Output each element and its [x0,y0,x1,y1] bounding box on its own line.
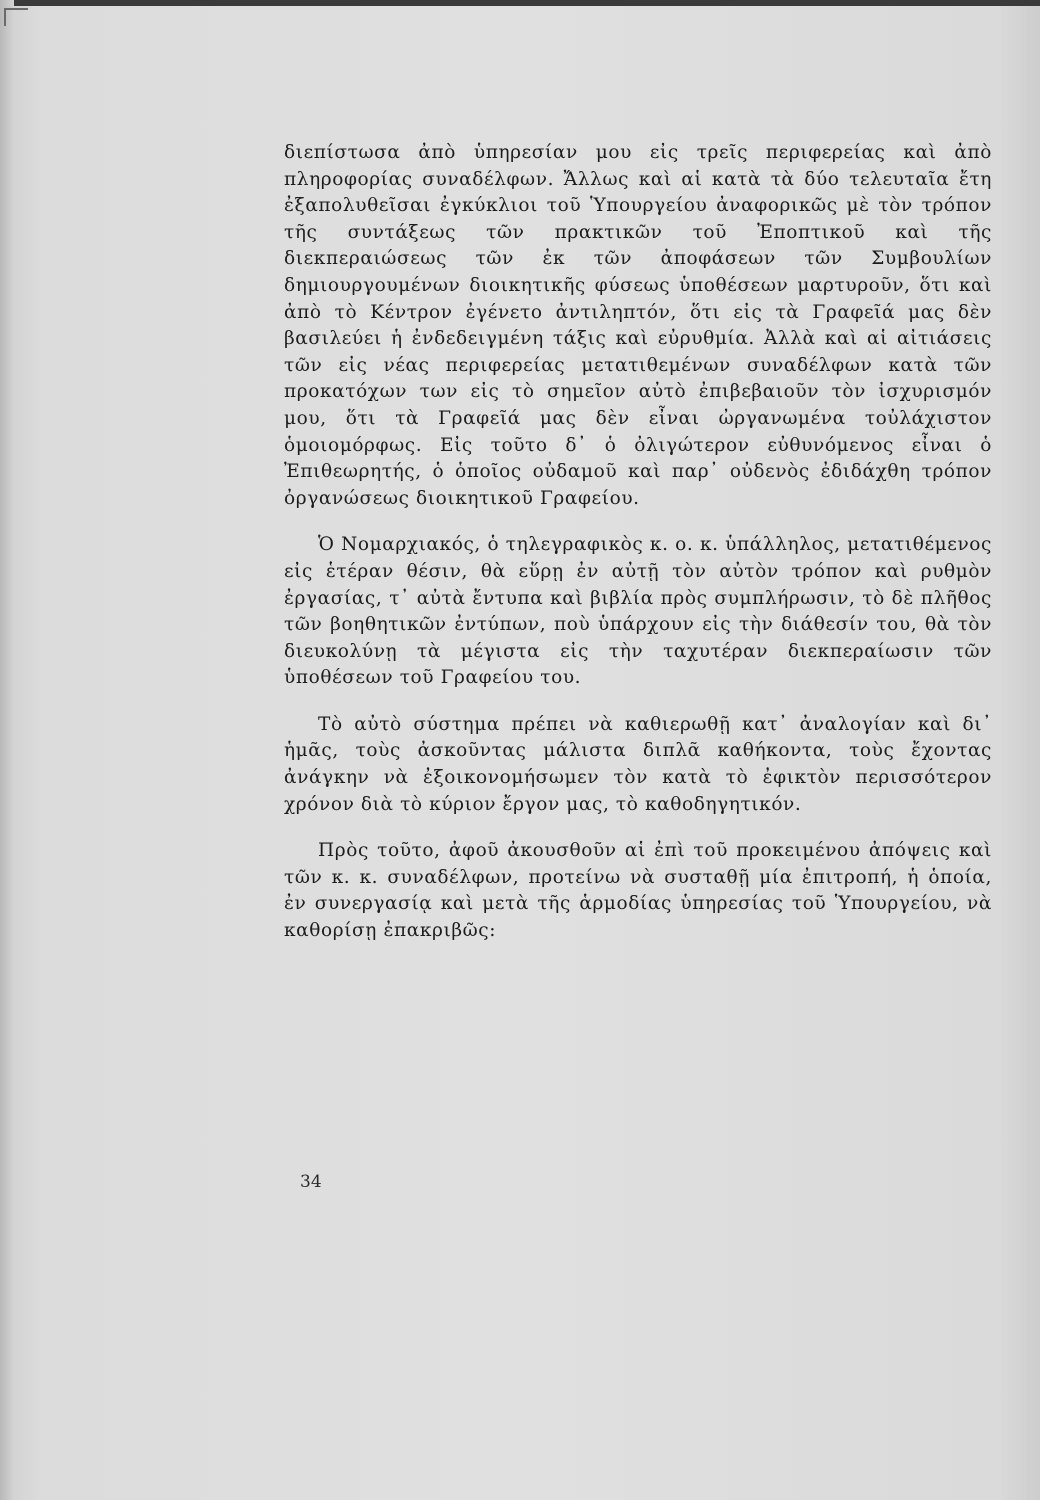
paragraph-4: Πρὸς τοῦτο, ἀφοῦ ἀκουσθοῦν αἱ ἐπὶ τοῦ προκειμένου ἀπόψεις καὶ τῶν κ. κ. συναδέλφων, προτείνω νὰ συσταθῇ μία ἐπιτροπή, ἡ ὁποία, ἐν συνεργασίᾳ καὶ μετὰ τῆς ἁρμοδίας ὑπηρεσίας τοῦ Ὑπουργείου, νὰ καθορίσῃ ἐπακριβῶς: [284,840,992,942]
paragraph-2: Ὁ Νομαρχιακός, ὁ τηλεγραφικὸς κ. ο. κ. ὑπάλληλος, μετατιθέμενος εἰς ἑτέραν θέσιν, θὰ εὕρῃ ἐν αὐτῇ τὸν αὐτὸν τρόπον καὶ ρυθμὸν ἐργασίας, τ᾽ αὐτὰ ἔντυπα καὶ βιβλία πρὸς συμπλήρωσιν, τὸ δὲ πλῆθος τῶν βοηθητικῶν ἐντύπων, ποὺ ὑπάρχουν εἰς τὴν διάθεσίν του, θὰ τὸν διευκολύνῃ τὰ μέγιστα εἰς τὴν ταχυτέραν διεκπεραίωσιν τῶν ὑποθέσεων τοῦ Γραφείου του. [284,534,992,689]
body-text [284,140,992,945]
corner-mark [4,8,28,26]
scan-left-edge [0,0,14,1500]
paragraph-3: Τὸ αὐτὸ σύστημα πρέπει νὰ καθιερωθῇ κατ᾽ ἀναλογίαν καὶ δι᾽ ἡμᾶς, τοὺς ἀσκοῦντας μάλιστα διπλᾶ καθήκοντα, τοὺς ἔχοντας ἀνάγκην νὰ ἐξοικονομήσωμεν τὸν κατὰ τὸ ἐφικτὸν περισσότερον χρόνον διὰ τὸ κύριον ἔργον μας, τὸ καθοδηγητικόν. [284,713,992,815]
page-number: 34 [300,1172,322,1192]
scan-top-edge [0,0,1040,6]
paragraph-1: διεπίστωσα ἀπὸ ὑπηρεσίαν μου εἰς τρεῖς περιφερείας καὶ ἀπὸ πληροφορίας συναδέλφων. Ἄλλως καὶ αἱ κατὰ τὰ δύο τελευταῖα ἔτη ἐξαπολυθεῖσαι ἐγκύκλιοι τοῦ Ὑπουργείου ἀναφορικῶς μὲ τὸν τρόπον τῆς συντάξεως τῶν πρακτικῶν τοῦ Ἐποπτικοῦ καὶ τῆς διεκπεραιώσεως τῶν ἐκ τῶν ἀποφάσεων τῶν Συμβουλίων δημιουργουμένων διοικητικῆς φύσεως ὑποθέσεων μαρτυροῦν, ὅτι καὶ ἀπὸ τὸ Κέντρον ἐγένετο ἀντιληπτόν, ὅτι εἰς τὰ Γραφεῖά μας δὲν βασιλεύει ἡ ἐνδεδειγμένη τάξις καὶ εὐρυθμία. Ἀλλὰ καὶ αἱ αἰτιάσεις τῶν εἰς νέας περιφερείας μετατιθεμένων συναδέλφων κατὰ τῶν προκατόχων των εἰς τὸ σημεῖον αὐτὸ ἐπιβεβαιοῦν τὸν ἰσχυρισμόν μου, ὅτι τὰ Γραφεῖά μας δὲν εἶναι ὠργανωμένα τοὐλάχιστον ὁμοιομόρφως. Εἰς τοῦτο δ᾽ ὁ ὀλιγώτερον εὐθυνόμενος εἶναι ὁ Ἐπιθεωρητής, ὁ ὁποῖος οὐδαμοῦ καὶ παρ᾽ οὐδενὸς ἐδιδάχθη τρόπον ὀργανώσεως διοικητικοῦ Γραφείου. [284,142,992,509]
